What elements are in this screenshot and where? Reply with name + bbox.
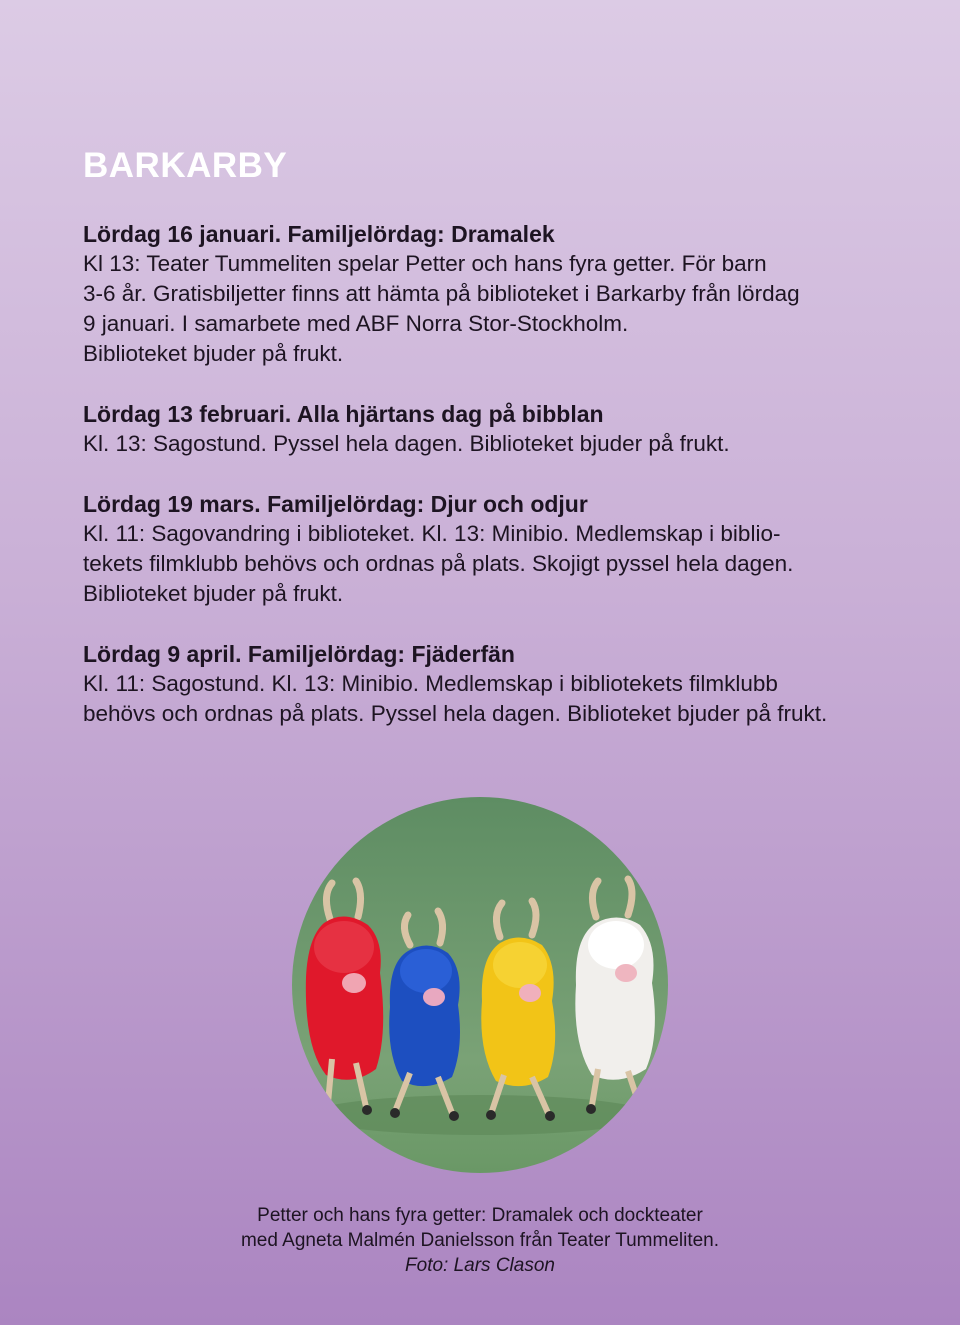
event-line: behövs och ordnas på plats. Pyssel hela dagen. Biblioteket bjuder på frukt.: [83, 701, 828, 726]
event-line: Kl. 11: Sagostund. Kl. 13: Minibio. Medlemskap i bibliotekets filmklubb: [83, 671, 778, 696]
event-line: 3-6 år. Gratisbiljetter finns att hämta på biblioteket i Barkarby från lördag: [83, 281, 800, 306]
event-line: Biblioteket bjuder på frukt.: [83, 581, 344, 606]
photo-credit: Foto: Lars Clason: [405, 1255, 555, 1276]
event-list: [83, 219, 903, 759]
event-item: [83, 639, 903, 729]
event-line: 9 januari. I samarbete med ABF Norra Stor-Stockholm.: [83, 311, 629, 336]
section-heading: BARKARBY: [83, 146, 288, 185]
event-line: tekets filmklubb behövs och ordnas på plats. Skojigt pyssel hela dagen.: [83, 551, 794, 576]
event-title: Lördag 19 mars. Familjelördag: Djur och odjur: [83, 491, 588, 517]
event-title: Lördag 16 januari. Familjelördag: Dramalek: [83, 221, 555, 247]
event-item: [83, 399, 903, 459]
event-title: Lördag 9 april. Familjelördag: Fjäderfän: [83, 641, 515, 667]
goats-illustration: [292, 797, 668, 1173]
floor-shadow: [310, 1095, 650, 1135]
event-item: [83, 219, 903, 369]
event-line: Kl. 11: Sagovandring i biblioteket. Kl. 13: Minibio. Medlemskap i biblio-: [83, 521, 781, 546]
event-title: Lördag 13 februari. Alla hjärtans dag på bibblan: [83, 401, 604, 427]
caption-line: Petter och hans fyra getter: Dramalek och dockteater: [257, 1205, 703, 1226]
event-item: [83, 489, 903, 609]
event-line: Kl. 13: Sagostund. Pyssel hela dagen. Biblioteket bjuder på frukt.: [83, 431, 730, 456]
goats-photo: [292, 797, 668, 1173]
event-line: Biblioteket bjuder på frukt.: [83, 341, 344, 366]
caption-line: med Agneta Malmén Danielsson från Teater Tummeliten.: [240, 1230, 720, 1251]
photo-caption: [180, 1203, 780, 1278]
event-line: Kl 13: Teater Tummeliten spelar Petter och hans fyra getter. För barn: [83, 251, 767, 276]
